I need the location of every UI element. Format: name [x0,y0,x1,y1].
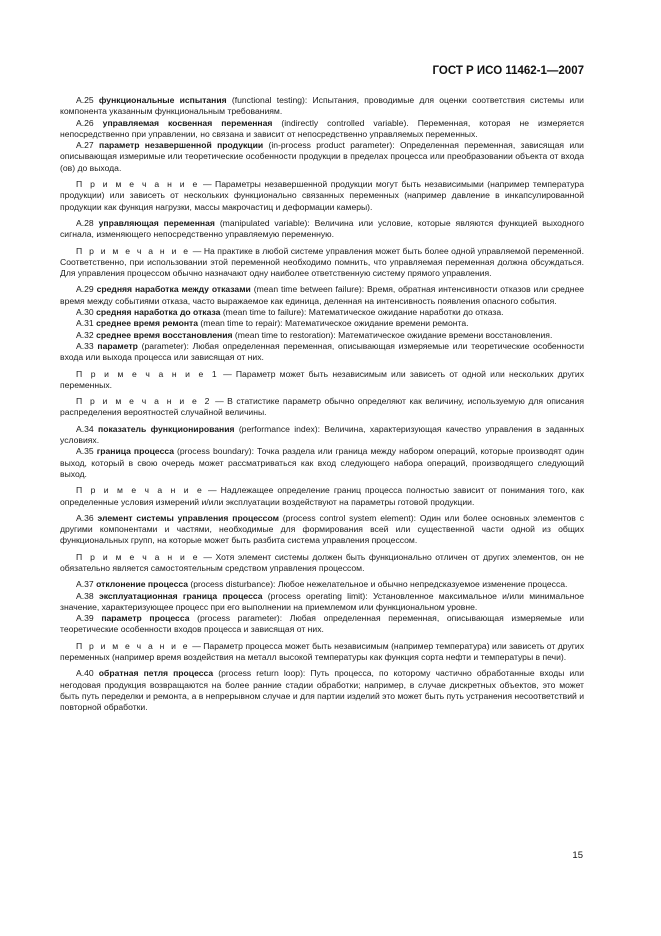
term-definition: (process boundary): Точка раздела или граница между набором операций, которые производят один выход, который в свою очередь может рассматриваться как вход следующего набора операций, производящего следующий выход. [60,446,585,479]
term-definition: (mean time to repair): Математическое ожидание времени ремонта. [198,318,469,329]
page-number: 15 [572,850,583,861]
entry-number: A.26 [76,117,94,128]
term-entry [60,613,584,636]
term-definition: (process parameter): Любая определенная переменная, описывающая измеряемые или теоретические особенности входов процесса и зависящая от них. [60,613,584,635]
term-definition: (process return loop): Путь процесса, по которому частично обработанные входы или негодовая продукция возвращаются на более ранние стадии обработки; например, в случае дискретных объектов, это может быть путь переделки и ремонта, а в непрерывном случае и для партии изделий это может быть путь устранения несоответствий и повторной обработки. [60,668,584,713]
note-text: — Надлежащее определение границ процесса полностью зависит от понимания того, как определенные условия измерений и/или эксплуатации воздействуют на параметры готовой продукции. [60,485,584,507]
term-entry [60,341,584,364]
note-label: П р и м е ч а н и е [76,551,200,562]
term-entry [60,446,584,480]
term-entry [60,513,584,547]
note-text: — В статистике параметр обычно определяют как величину, используемую для описания распределения вероятностей случайной величины. [60,396,584,418]
entry-number: A.27 [76,140,94,151]
entry-number: A.37 [76,579,94,590]
term-entry [60,318,584,329]
term-entry [60,140,584,174]
entry-number: A.33 [76,340,94,351]
note-text: — Параметр может быть независимым или зависеть от одной или нескольких других переменных. [60,368,584,390]
note-label: П р и м е ч а н и е [76,640,190,651]
term-name: управляемая косвенная переменная [102,117,273,128]
entry-number: A.38 [76,590,94,601]
term-definition: (indirectly controlled variable). Переменная, которая не измеряется непосредственно при управлении, но связана и зависит от непосредственно управляемых переменных. [60,117,584,139]
entry-number: A.25 [76,95,94,105]
note [60,246,584,280]
entry-number: A.31 [76,318,94,329]
note [60,552,584,575]
note [60,485,584,508]
term-definition: (in-process product parameter): Определенная переменная, зависящая или описывающая измеримые или теоретические особенности продукции в пределах процесса или преобразовании объекта от входа (ов) до выхода. [60,140,584,173]
entry-number: A.40 [76,668,94,679]
document-header: ГОСТ Р ИСО 11462-1—2007 [432,65,584,77]
term-entry [60,118,584,141]
note-text: — На практике в любой системе управления может быть более одной управляемой переменной. Соответственно, при использовании этой переменной необходимо помнить, что управляемая переменная должна обсуждаться. Для управления процессом обычно назначают одну наиболее ответственную систему прямого управления. [60,245,584,279]
document-body [60,95,584,714]
term-definition: (mean time to restoration): Математическое ожидание времени восстановления. [232,329,553,340]
term-definition: (manipulated variable): Величина или условие, которые являются функцией выходного сигнала, изменяющего непосредственно управляемую переменную. [60,217,585,240]
term-definition: (process operating limit): Установленное максимальное и/или минимальное значение, характеризующее процесс при его выполнении на приемлемом или функциональном уровне. [60,590,584,612]
note [60,369,584,392]
term-name: эксплуатационная граница процесса [98,590,263,601]
note-label: П р и м е ч а н и е [76,485,204,496]
term-entry [60,591,584,614]
entry-number: A.35 [76,446,94,457]
term-name: управляющая переменная [98,217,215,228]
note-label: П р и м е ч а н и е [76,245,191,256]
term-name: обратная петля процесса [98,668,214,679]
term-definition: (mean time to failure): Математическое ожидание наработки до отказа. [220,307,504,318]
entry-number: A.36 [76,512,94,523]
term-name: показатель функционирования [98,423,235,434]
note-label: П р и м е ч а н и е [76,179,200,190]
term-name: средняя наработка между отказами [96,284,251,295]
term-entry [60,579,584,590]
term-name: функциональные испытания [98,95,227,105]
note-text: — Хотя элемент системы должен быть функционально отличен от других элементов, он не обязательно является самостоятельным средством управления процессом. [60,551,584,573]
term-name: средняя наработка до отказа [96,307,221,318]
term-entry [60,330,584,341]
term-entry [60,218,584,241]
term-entry [60,284,584,307]
term-definition: (process disturbance): Любое нежелательное и обычно непредсказуемое изменение процесса. [188,579,568,590]
entry-number: A.28 [76,217,94,228]
entry-number: A.34 [76,423,94,434]
term-name: среднее время восстановления [96,329,233,340]
term-definition: (process control system element): Один или более основных элементов с другими компонентами и частями, необходимые для формирования всей или существенной части одной из общих функциональных групп, на которые может быть разбита система управления процессом. [60,512,584,546]
term-entry [60,424,584,447]
term-entry [60,95,584,118]
term-definition: (mean time between failure): Время, обратная интенсивности отказов или среднее время между событиями отказа, часто выражаемое как единица, деленная на интенсивность появления опасного события. [60,284,585,306]
term-name: элемент системы управления процессом [97,512,279,523]
term-name: отклонение процесса [96,579,189,590]
term-name: среднее время ремонта [96,318,199,329]
entry-number: A.39 [76,613,94,624]
note-label: П р и м е ч а н и е 1 [76,368,219,379]
term-name: параметр [97,340,138,351]
term-entry [60,668,584,713]
entry-number: A.32 [76,329,94,340]
term-entry [60,307,584,318]
note-label: П р и м е ч а н и е 2 [76,396,212,407]
entry-number: A.30 [76,307,94,318]
term-definition: (functional testing): Испытания, проводимые для оценки соответствия системы или компонента указанным функциональным требованиям. [60,95,584,117]
note-text: — Параметр процесса может быть независимым (например температура) или зависеть от других переменных (например время воздействия на металл высокой температуры как функция сорта нефти и температуры в печи). [60,640,584,663]
term-definition: (performance index): Величина, характеризующая качество управления в заданных условиях. [60,423,584,446]
term-name: граница процесса [96,446,175,457]
term-name: параметр незавершенной продукции [99,140,264,151]
entry-number: A.29 [76,284,94,295]
term-definition: (parameter): Любая определенная переменная, описывающая измеряемые или теоретические особенности входа или выхода процесса или зависящая от них. [60,340,585,363]
note [60,179,584,213]
note [60,396,584,419]
note [60,641,584,664]
term-name: параметр процесса [101,613,190,624]
note-text: — Параметры незавершенной продукции могут быть независимыми (например температура продукции) или зависеть от нескольких функционально связанных переменных (например давление в инкапсулированной продукции как функция нагрузки, массы макрочастиц и деформации камеры). [60,179,584,212]
